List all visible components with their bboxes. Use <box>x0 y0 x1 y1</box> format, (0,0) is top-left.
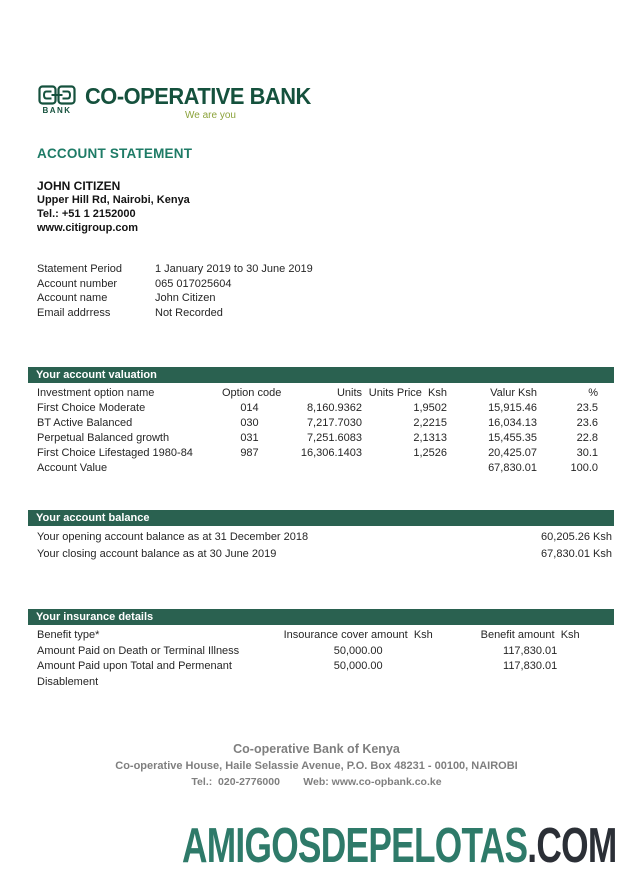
cell-code: 014 <box>240 402 259 414</box>
col-header-option-code: Option code <box>222 387 282 399</box>
cell-pct: 22.8 <box>576 432 598 444</box>
col-header-investment-option: Investment option name <box>37 387 155 399</box>
footer-bank-name: Co-operative Bank of Kenya <box>233 742 400 756</box>
bank-footer <box>0 741 633 790</box>
customer-phone: Tel.: +51 1 2152000 <box>37 208 136 220</box>
info-label: Account name <box>37 292 108 305</box>
cell-pct: 23.6 <box>576 417 598 429</box>
col-header-units-price: Units Price Ksh <box>368 387 447 399</box>
info-row-email-address <box>37 306 313 321</box>
table-row <box>37 659 598 690</box>
info-value: John Citizen <box>155 292 216 305</box>
info-value: 1 January 2019 to 30 June 2019 <box>155 263 313 275</box>
cell-pct: 30.1 <box>576 447 598 459</box>
section-header-insurance-details: Your insurance details <box>28 609 614 625</box>
table-row <box>37 401 598 416</box>
statement-info <box>37 262 313 320</box>
customer-website: www.citigroup.com <box>37 222 139 234</box>
cell-benefit-type: Amount Paid on Death or Terminal Illness <box>37 644 240 657</box>
cell-name: First Choice Lifestaged 1980-84 <box>37 447 193 459</box>
coop-bank-logo-icon <box>38 85 76 105</box>
table-row <box>37 416 598 431</box>
watermark-name: AMIGOSDEPELOTAS <box>182 819 528 873</box>
col-header-value: Valur Ksh <box>490 387 537 399</box>
customer-address: Upper Hill Rd, Nairobi, Kenya <box>37 194 190 206</box>
cell-value: 20,425.07 <box>488 447 537 459</box>
cell-code: 030 <box>240 417 259 429</box>
watermark <box>182 819 617 873</box>
cell-cover-amount: 50,000.00 <box>333 660 383 672</box>
valuation-header-row <box>37 386 598 401</box>
cell-value: 15,455.35 <box>488 432 537 444</box>
balance-label: Your opening account balance as at 31 December 2018 <box>37 531 309 543</box>
cell-pct: 23.5 <box>576 402 598 414</box>
footer-bank-contact: Tel.: 020-2776000 Web: www.co-opbank.co.ke <box>191 776 442 788</box>
watermark-tld: .COM <box>527 819 617 873</box>
footer-bank-address: Co-operative House, Haile Selassie Avenue, P.O. Box 48231 - 00100, NAIROBI <box>115 760 518 772</box>
col-header-benefit-type: Benefit type* <box>37 629 100 641</box>
table-row <box>37 446 598 461</box>
logo-bank-label: BANK <box>42 106 72 115</box>
customer-name: JOHN CITIZEN <box>37 179 121 193</box>
logo-tagline: We are you <box>185 110 236 121</box>
info-row-account-name <box>37 291 313 306</box>
cell-benefit-type: Amount Paid upon Total and Permenant Disablement <box>37 660 232 688</box>
table-row-total <box>37 461 598 476</box>
table-row <box>37 431 598 446</box>
coop-bank-emblem <box>37 85 77 115</box>
cell-pct: 100.0 <box>570 462 598 474</box>
page-title: ACCOUNT STATEMENT <box>37 146 193 161</box>
customer-block <box>37 179 190 235</box>
insurance-table <box>37 628 598 690</box>
section-header-account-balance: Your account balance <box>28 510 614 526</box>
insurance-header-row <box>37 628 598 644</box>
cell-name: BT Active Balanced <box>37 417 133 429</box>
table-row <box>37 644 598 660</box>
balance-row-closing <box>37 546 612 563</box>
balance-row-opening <box>37 529 612 546</box>
col-header-percent: % <box>588 387 598 399</box>
cell-benefit-amount: 117,830.01 <box>503 660 558 672</box>
bank-logo <box>37 85 323 121</box>
balance-label: Your closing account balance as at 30 June 2019 <box>37 548 277 560</box>
cell-value: 67,830.01 <box>488 462 537 474</box>
cell-code: 031 <box>240 432 259 444</box>
cell-code <box>222 461 277 476</box>
info-value: Not Recorded <box>155 306 223 319</box>
cell-price: 1,9502 <box>413 402 447 414</box>
col-header-units: Units <box>336 387 362 399</box>
cell-price: 1,2526 <box>413 447 447 459</box>
info-label: Statement Period <box>37 263 122 275</box>
info-row-account-number <box>37 277 313 292</box>
section-header-account-valuation: Your account valuation <box>28 367 614 383</box>
cell-cover-amount: 50,000.00 <box>333 644 383 657</box>
cell-price: 2,1313 <box>413 432 447 444</box>
cell-units: 16,306.1403 <box>300 447 362 459</box>
cell-units <box>277 461 362 476</box>
cell-units: 8,160.9362 <box>306 402 362 414</box>
col-header-cover-amount: Insourance cover amount Ksh <box>283 629 433 641</box>
info-row-statement-period <box>37 262 313 277</box>
balance-value: 67,830.01 Ksh <box>541 548 612 560</box>
cell-name: Perpetual Balanced growth <box>37 432 170 444</box>
cell-units: 7,251.6083 <box>306 432 362 444</box>
cell-value: 15,915.46 <box>488 402 537 414</box>
cell-name: First Choice Moderate <box>37 402 146 414</box>
info-label: Account number <box>37 277 118 290</box>
logo-wordmark-wrap <box>85 85 323 121</box>
col-header-benefit-amount: Benefit amount Ksh <box>480 629 580 641</box>
cell-price <box>362 461 447 476</box>
valuation-table <box>37 386 598 476</box>
cell-value: 16,034.13 <box>488 417 537 429</box>
cell-benefit-amount: 117,830.01 <box>503 644 558 657</box>
cell-units: 7,217.7030 <box>306 417 362 429</box>
cell-price: 2,2215 <box>413 417 447 429</box>
info-label: Email addrress <box>37 306 111 319</box>
balance-table <box>37 529 612 563</box>
info-value: 065 017025604 <box>155 277 232 290</box>
cell-code: 987 <box>240 447 259 459</box>
cell-name: Account Value <box>37 462 108 474</box>
balance-value: 60,205.26 Ksh <box>541 531 612 543</box>
logo-wordmark: CO-OPERATIVE BANK <box>85 83 311 109</box>
